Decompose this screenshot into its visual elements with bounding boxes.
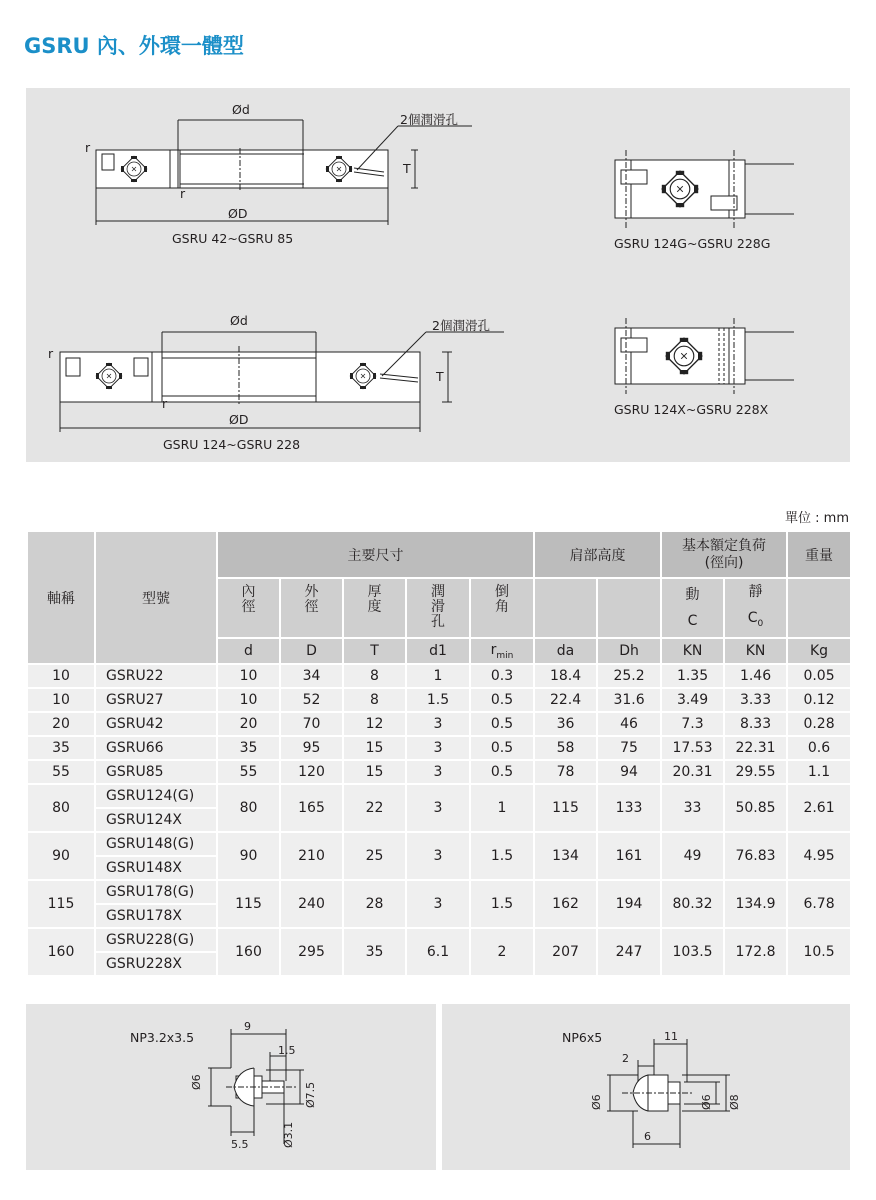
cell-kg: 0.05 [787, 664, 851, 688]
cell-kg: 2.61 [787, 784, 851, 832]
unit-d: d [217, 638, 280, 664]
cell-C0: 76.83 [724, 832, 787, 880]
cell-r: 0.5 [470, 688, 534, 712]
header-dh-blank [597, 578, 661, 638]
cell-C0: 8.33 [724, 712, 787, 736]
header-chamfer [470, 578, 534, 638]
unit-T: T [343, 638, 406, 664]
cell-r: 0.3 [470, 664, 534, 688]
cell-C0: 1.46 [724, 664, 787, 688]
header-static [724, 578, 787, 638]
cell-shaft: 160 [27, 928, 95, 976]
cell-C: 1.35 [661, 664, 724, 688]
d3-r1-label: r [48, 346, 54, 361]
cell-C: 17.53 [661, 736, 724, 760]
cell-da: 78 [534, 760, 597, 784]
cell-shaft: 35 [27, 736, 95, 760]
cell-d1: 3 [406, 832, 470, 880]
cell-T: 8 [343, 664, 406, 688]
unit-kg: Kg [787, 638, 851, 664]
cell-d1: 3 [406, 784, 470, 832]
np32-name: NP3.2x3.5 [130, 1030, 195, 1045]
cell-D: 70 [280, 712, 343, 736]
cell-d1: 6.1 [406, 928, 470, 976]
cell-Dh: 31.6 [597, 688, 661, 712]
cell-d1: 3 [406, 880, 470, 928]
d3-caption: GSRU 124~GSRU 228 [163, 437, 301, 452]
header-inner-text: 內徑 [241, 584, 256, 615]
header-weight: 重量 [787, 531, 851, 578]
cell-C0: 3.33 [724, 688, 787, 712]
cell-kg: 0.6 [787, 736, 851, 760]
np32-dim-75: Ø7.5 [304, 1081, 317, 1108]
np6-name: NP6x5 [562, 1030, 603, 1045]
d1-r2-label: r [180, 186, 186, 201]
unit-kn-dynamic: KN [661, 638, 724, 664]
table-row [27, 760, 851, 784]
drawing-gsru42-85 [96, 120, 472, 225]
cell-da: 207 [534, 928, 597, 976]
header-shoulder-height: 肩部高度 [534, 531, 661, 578]
cell-C: 33 [661, 784, 724, 832]
cell-da: 22.4 [534, 688, 597, 712]
d1-thick-label: T [403, 161, 411, 176]
cell-kg: 1.1 [787, 760, 851, 784]
cell-Dh: 161 [597, 832, 661, 880]
cell-r: 1.5 [470, 880, 534, 928]
np6-dim-6a: Ø6 [590, 1094, 603, 1110]
header-dynamic-label: 動 [685, 587, 700, 603]
d1-outer-dia-label: ØD [228, 206, 248, 221]
table-row [27, 664, 851, 688]
d2-caption: GSRU 124G~GSRU 228G [614, 236, 771, 251]
cell-d: 55 [217, 760, 280, 784]
unit-kn-static: KN [724, 638, 787, 664]
header-static-symbol: C [747, 610, 758, 627]
unit-D: D [280, 638, 343, 664]
cell-r: 0.5 [470, 736, 534, 760]
cell-C0: 29.55 [724, 760, 787, 784]
header-static-subscript: 0 [757, 618, 764, 629]
header-lube [406, 578, 470, 638]
cell-model: GSRU85 [95, 760, 217, 784]
cell-da: 134 [534, 832, 597, 880]
cell-kg: 0.12 [787, 688, 851, 712]
cell-Dh: 194 [597, 880, 661, 928]
spec-table [26, 530, 852, 977]
cell-shaft: 115 [27, 880, 95, 928]
table-row [27, 928, 851, 952]
np32-dim-55: 5.5 [231, 1138, 249, 1151]
cell-C: 103.5 [661, 928, 724, 976]
cell-C0: 50.85 [724, 784, 787, 832]
cell-kg: 10.5 [787, 928, 851, 976]
cell-d: 80 [217, 784, 280, 832]
d3-r2-label: r [162, 396, 168, 411]
cell-T: 12 [343, 712, 406, 736]
np32-dim-9: 9 [244, 1020, 251, 1033]
header-lube-text: 潤滑孔 [431, 584, 445, 630]
cell-kg: 0.28 [787, 712, 851, 736]
cell-kg: 4.95 [787, 832, 851, 880]
cell-Dh: 94 [597, 760, 661, 784]
cell-r: 0.5 [470, 712, 534, 736]
unit-Dh: Dh [597, 638, 661, 664]
cell-d: 10 [217, 664, 280, 688]
unit-label: 單位 : mm [785, 511, 849, 526]
drawings-panel [26, 88, 850, 462]
cell-D: 295 [280, 928, 343, 976]
cell-model1: GSRU228(G) [95, 928, 217, 952]
np32-dim-31: Ø3.1 [282, 1121, 295, 1148]
cell-d1: 3 [406, 712, 470, 736]
unit-r-symbol: r [490, 641, 497, 658]
cell-shaft: 90 [27, 832, 95, 880]
unit-d1: d1 [406, 638, 470, 664]
cell-da: 162 [534, 880, 597, 928]
cell-C0: 22.31 [724, 736, 787, 760]
cell-model: GSRU22 [95, 664, 217, 688]
drawing-gsru124g-228g [615, 150, 794, 228]
cell-C: 3.49 [661, 688, 724, 712]
unit-r-subscript: min [496, 650, 514, 661]
cell-Dh: 133 [597, 784, 661, 832]
cell-T: 35 [343, 928, 406, 976]
cell-D: 120 [280, 760, 343, 784]
cell-d: 115 [217, 880, 280, 928]
np6-dim-11: 11 [664, 1030, 678, 1043]
cell-d: 20 [217, 712, 280, 736]
cell-Dh: 247 [597, 928, 661, 976]
cell-model: GSRU66 [95, 736, 217, 760]
cell-d: 35 [217, 736, 280, 760]
table-row [27, 712, 851, 736]
cell-T: 28 [343, 880, 406, 928]
header-shaft: 軸稱 [27, 531, 95, 664]
cell-D: 95 [280, 736, 343, 760]
np6-dim-6b: Ø6 [700, 1094, 713, 1110]
cell-D: 240 [280, 880, 343, 928]
header-dynamic-symbol: C [687, 613, 698, 629]
cell-D: 52 [280, 688, 343, 712]
cell-shaft: 20 [27, 712, 95, 736]
cell-da: 58 [534, 736, 597, 760]
cell-Dh: 46 [597, 712, 661, 736]
cell-model: GSRU27 [95, 688, 217, 712]
cell-C: 7.3 [661, 712, 724, 736]
cell-D: 210 [280, 832, 343, 880]
plug-panel-np6 [442, 1004, 850, 1170]
np6-dim-2: 2 [622, 1052, 629, 1065]
cell-D: 34 [280, 664, 343, 688]
cell-T: 15 [343, 760, 406, 784]
table-row [27, 784, 851, 808]
d4-caption: GSRU 124X~GSRU 228X [614, 402, 769, 417]
d3-outer-dia-label: ØD [229, 412, 249, 427]
cell-d1: 3 [406, 736, 470, 760]
unit-r [470, 638, 534, 664]
cell-d1: 1 [406, 664, 470, 688]
header-chamfer-text: 倒角 [495, 584, 510, 615]
cell-da: 18.4 [534, 664, 597, 688]
cell-model: GSRU42 [95, 712, 217, 736]
cell-shaft: 10 [27, 688, 95, 712]
header-dynamic [661, 578, 724, 638]
header-inner [217, 578, 280, 638]
table-row [27, 736, 851, 760]
d1-inner-dia-label: Ød [232, 102, 250, 117]
cell-r: 0.5 [470, 760, 534, 784]
cell-T: 8 [343, 688, 406, 712]
np32-dim-6: Ø6 [190, 1074, 203, 1090]
cell-da: 36 [534, 712, 597, 736]
page-title: GSRU 內、外環一體型 [24, 34, 244, 58]
header-outer-text: 外徑 [304, 584, 319, 615]
cell-shaft: 10 [27, 664, 95, 688]
cell-C0: 134.9 [724, 880, 787, 928]
header-static-label: 靜 [748, 584, 763, 601]
d1-caption: GSRU 42~GSRU 85 [172, 231, 294, 246]
cell-model1: GSRU148(G) [95, 832, 217, 856]
np6-dim-6c: 6 [644, 1130, 651, 1143]
cell-D: 165 [280, 784, 343, 832]
cell-C0: 172.8 [724, 928, 787, 976]
header-outer [280, 578, 343, 638]
header-thick [343, 578, 406, 638]
np6-dim-8: Ø8 [728, 1094, 741, 1110]
cell-da: 115 [534, 784, 597, 832]
header-thick-text: 厚度 [367, 584, 382, 615]
header-da-blank [534, 578, 597, 638]
cell-T: 15 [343, 736, 406, 760]
cell-d1: 3 [406, 760, 470, 784]
unit-da: da [534, 638, 597, 664]
cell-r: 1 [470, 784, 534, 832]
cell-model1: GSRU178(G) [95, 880, 217, 904]
header-load-rating [661, 531, 787, 578]
cell-shaft: 80 [27, 784, 95, 832]
cell-model2: GSRU148X [95, 856, 217, 880]
cell-model2: GSRU124X [95, 808, 217, 832]
header-main-dimensions: 主要尺寸 [217, 531, 534, 578]
cell-C: 80.32 [661, 880, 724, 928]
d3-inner-dia-label: Ød [230, 313, 248, 328]
d3-lube-label: 2個潤滑孔 [432, 318, 490, 333]
header-load-title: 基本額定負荷 [682, 537, 767, 554]
header-model: 型號 [95, 531, 217, 664]
header-load-sub: (徑向) [704, 554, 744, 571]
cell-d: 160 [217, 928, 280, 976]
cell-d: 90 [217, 832, 280, 880]
d1-lube-label: 2個潤滑孔 [400, 112, 458, 127]
cell-C: 49 [661, 832, 724, 880]
cell-kg: 6.78 [787, 880, 851, 928]
cell-T: 22 [343, 784, 406, 832]
table-row [27, 688, 851, 712]
cell-model2: GSRU228X [95, 952, 217, 976]
cell-d: 10 [217, 688, 280, 712]
cell-model2: GSRU178X [95, 904, 217, 928]
table-row [27, 880, 851, 904]
plug-panel-np32 [26, 1004, 436, 1170]
header-weight-blank [787, 578, 851, 638]
cell-T: 25 [343, 832, 406, 880]
d1-r1-label: r [85, 140, 91, 155]
plug-drawing-np6 [442, 1004, 850, 1170]
cell-C: 20.31 [661, 760, 724, 784]
cell-Dh: 75 [597, 736, 661, 760]
drawing-gsru124x-228x [615, 318, 794, 394]
table-row [27, 832, 851, 856]
cell-r: 1.5 [470, 832, 534, 880]
cell-shaft: 55 [27, 760, 95, 784]
cell-d1: 1.5 [406, 688, 470, 712]
cell-r: 2 [470, 928, 534, 976]
cell-model1: GSRU124(G) [95, 784, 217, 808]
d3-thick-label: T [436, 369, 444, 384]
cell-Dh: 25.2 [597, 664, 661, 688]
np32-dim-15: 1.5 [278, 1044, 296, 1057]
